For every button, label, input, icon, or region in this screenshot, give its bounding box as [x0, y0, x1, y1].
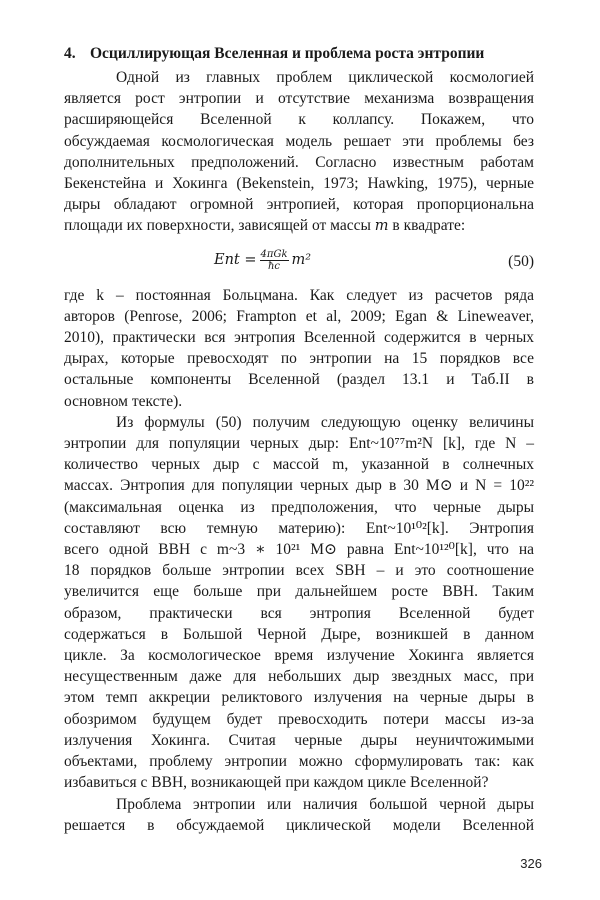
text-line: Из формулы (50) получим следующую оценку величины [116, 413, 534, 431]
text-span: в квадрате: [392, 217, 466, 235]
equation-rhs: m² [291, 252, 312, 269]
text-line: массах. Энтропия для популяции черных дыр в 30 M⊙ и N = 10²² [64, 477, 534, 495]
text-line: 2010), практически вся энтропия Вселенной содержится в черных [64, 329, 534, 347]
text-span: площади их поверхности, зависящей от массы [64, 217, 371, 235]
text-line [64, 215, 534, 237]
text-line: основном тексте). [64, 392, 183, 410]
paragraph-2 [64, 285, 534, 412]
page-body [64, 44, 534, 836]
text-line: (максимальная оценка из предположения, что черные дыры [64, 498, 534, 516]
text-line: где k – постоянная Больцмана. Как следует из расчетов ряда [64, 286, 534, 304]
text-line: Проблема энтропии или наличия большой черной дыры [116, 795, 534, 813]
text-line: составляют всю темную материю): Ent~10¹⁰²[k]. Энтропия [64, 519, 534, 537]
text-line: авторов (Penrose, 2006; Frampton et al, 2009; Egan & Lineweaver, [64, 307, 534, 325]
text-line: несущественным даже для небольших дыр звездных масс, при [64, 668, 534, 686]
text-line: энтропии для популяции черных дыр: Ent~10⁷⁷m²N [k], где N – [64, 435, 534, 453]
fraction-numerator: 4πGk [260, 248, 288, 260]
text-line: увеличится еще больше при дальнейшем росте BBH. Таким [64, 583, 534, 601]
text-line: цикле. За космологическое время излучение Хокинга является [64, 647, 534, 665]
text-line: количество черных дыр с массой m, указанной в солнечных [64, 456, 534, 474]
section-heading [64, 44, 534, 64]
section-number: 4. [64, 45, 76, 62]
text-line: Бекенстейна и Хокинга (Bekenstein, 1973; Hawking, 1975), черные [64, 175, 534, 193]
equation-expression [214, 249, 311, 272]
equation-50 [64, 245, 534, 281]
text-line: содержаться в Большой Черной Дыре, возникшей в данном [64, 625, 534, 643]
text-line: является рост энтропии и отсутствие механизма возвращения [64, 90, 534, 108]
fraction-denominator: ħc [267, 260, 281, 272]
text-line: излучения Хокинга. Считая черные дыры неуничтожимыми [64, 731, 534, 749]
page-number: 326 [520, 856, 542, 871]
text-line: образом, практически вся энтропия Вселенной будет [64, 604, 534, 622]
paragraph-1 [64, 67, 534, 238]
text-line: дыры обладают огромной энтропией, которая пропорциональна [64, 196, 534, 214]
text-line: всего одной BBH с m~3 ∗ 10²¹ M⊙ равна Ent~10¹²⁰[k], что на [64, 541, 534, 559]
paragraph-3 [64, 412, 534, 794]
text-line: избавиться с BBH, возникающей при каждом цикле Вселенной? [64, 774, 489, 792]
equation-lhs: Ent = [214, 252, 257, 269]
paragraph-4 [64, 794, 534, 836]
text-line: обсуждаемая космологическая модель решает эти проблемы без [64, 132, 534, 150]
equation-number: (50) [508, 252, 534, 270]
text-line: дырах, которые превосходят по энтропии на 15 порядков все [64, 350, 534, 368]
text-line: расширяющейся Вселенной к коллапсу. Покажем, что [64, 111, 534, 129]
section-title: Осциллирующая Вселенная и проблема роста энтропии [90, 45, 485, 62]
equation-fraction [260, 249, 289, 272]
text-line: решается в обсуждаемой циклической модели Вселенной [64, 816, 534, 834]
text-line: дополнительных предположений. Согласно известным работам [64, 153, 534, 171]
text-line: обозримом будущем будет превосходить потери массы из-за [64, 710, 534, 728]
mass-symbol: m [374, 218, 389, 235]
text-line: Одной из главных проблем циклической космологией [116, 69, 534, 86]
text-line: этом темп аккреции реликтового излучения на черные дыры в [64, 689, 534, 707]
text-line: 18 порядков больше энтропии всех SBH – и это соотношение [64, 562, 534, 580]
text-line: остальные компоненты Вселенной (раздел 13.1 и Таб.II в [64, 371, 534, 389]
text-line: объектами, проблему энтропии можно сформулировать так: как [64, 753, 534, 771]
